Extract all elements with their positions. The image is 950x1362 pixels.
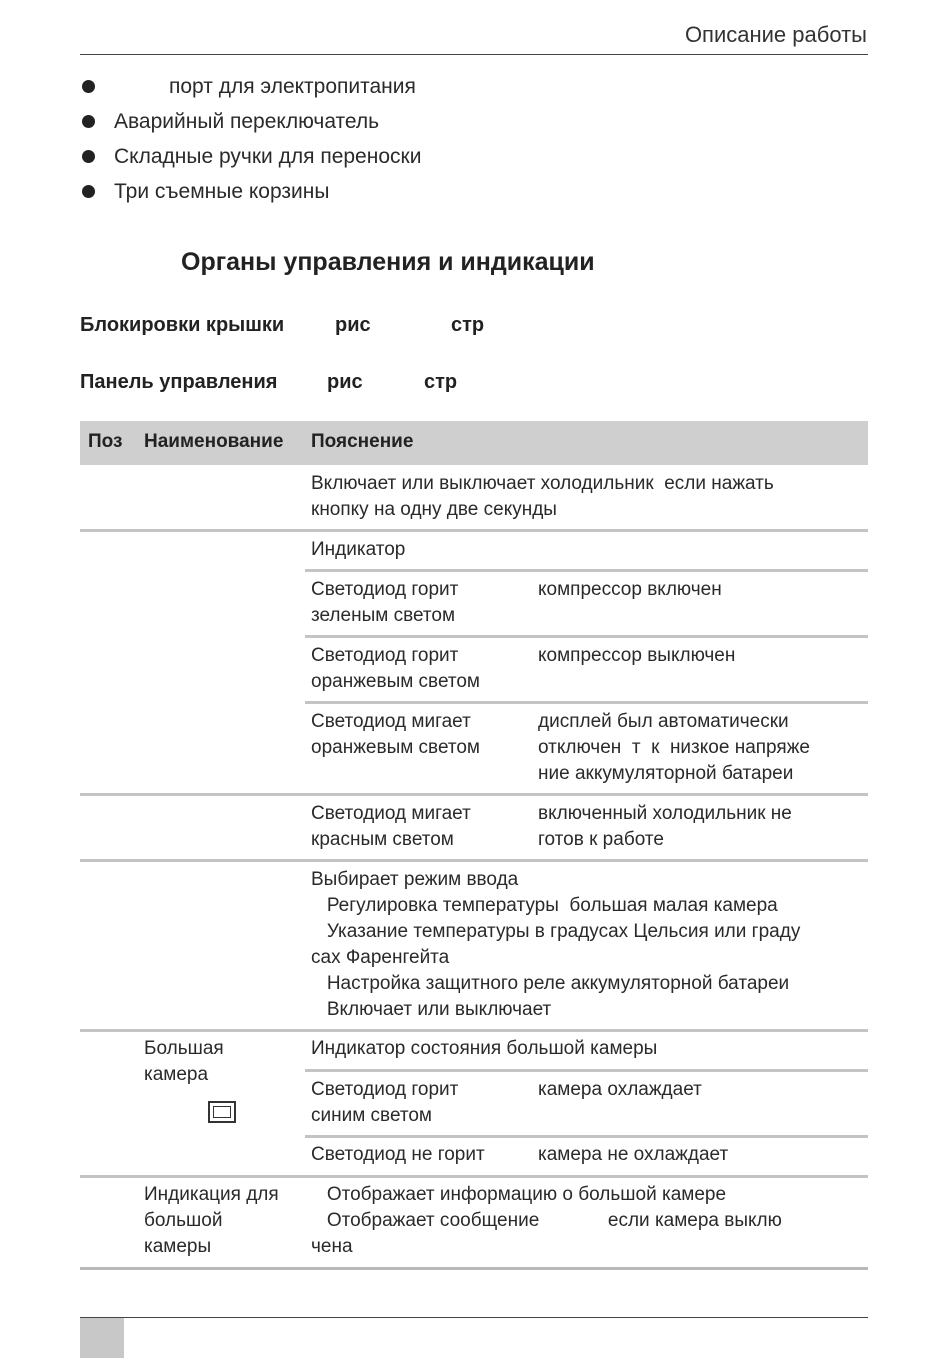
led-state: Светодиод горит зеленым светом (311, 579, 459, 626)
led-meaning: камера охлаждает (538, 1079, 702, 1100)
row-divider (305, 569, 868, 572)
table-cell-desc: Выбирает режим ввода Регулировка температуры большая малая камера Указание температуры в градусах Цельсия или граду сах Фаренгейта Настройка защитного реле аккумуляторной батареи Включает или выключает (311, 869, 801, 1020)
bullet-icon (82, 80, 95, 93)
bullet-icon (82, 115, 95, 128)
lock-heading-label: Блокировки крышки (80, 314, 285, 336)
large-compartment-icon (208, 1101, 236, 1123)
table-cell-name: Большая камера (144, 1038, 224, 1085)
row-divider (80, 529, 868, 532)
led-state: Светодиод мигает красным светом (311, 803, 471, 850)
panel-page-ref: стр (424, 371, 458, 393)
table-cell-desc: Индикатор (311, 539, 406, 560)
header-title: Описание работы (684, 22, 867, 47)
page-number-box (80, 1318, 124, 1358)
table-cell-desc: Включает или выключает холодильник если нажать кнопку на одну две секунды (311, 473, 774, 520)
led-meaning: камера не охлаждает (538, 1144, 729, 1165)
list-item-text: порт для электропитания (169, 75, 416, 98)
bullet-icon (82, 185, 95, 198)
list-item-text: Складные ручки для переноски (114, 145, 422, 168)
led-meaning: включенный холодильник не готов к работе (538, 803, 792, 850)
table-cell-desc: Индикатор состояния большой камеры (311, 1038, 658, 1059)
row-divider (80, 859, 868, 862)
row-divider (80, 1029, 868, 1032)
lock-figure-ref: рис (335, 314, 371, 336)
section-title: Органы управления и индикации (181, 248, 595, 276)
column-header-pos: Поз (88, 431, 123, 452)
table-cell-name: Индикация для большой камеры (144, 1184, 279, 1257)
led-state: Светодиод горит оранжевым светом (311, 645, 480, 692)
row-divider (305, 701, 868, 704)
row-divider (305, 1135, 868, 1138)
led-meaning: компрессор включен (538, 579, 722, 600)
table-cell-desc: Отображает информацию о большой камере Отображает сообщение если камера выклю чена (311, 1184, 782, 1257)
column-header-name: Наименование (144, 431, 284, 452)
lock-page-ref: стр (451, 314, 485, 336)
table-bottom-border (80, 1267, 868, 1270)
led-meaning: компрессор выключен (538, 645, 736, 666)
row-divider (80, 1175, 868, 1178)
row-divider (305, 1069, 868, 1072)
list-item-text: Три съемные корзины (114, 180, 330, 203)
table-header-row (80, 421, 868, 465)
led-state: Светодиод горит синим светом (311, 1079, 459, 1126)
row-divider (305, 635, 868, 638)
panel-heading-label: Панель управления (80, 371, 278, 393)
row-divider (80, 793, 868, 796)
column-header-desc: Пояснение (311, 431, 414, 452)
footer-divider (80, 1317, 868, 1318)
led-meaning: дисплей был автоматически отключен т к низкое напряже ние аккумуляторной батареи (538, 711, 810, 784)
header-divider (80, 54, 868, 55)
panel-figure-ref: рис (327, 371, 363, 393)
led-state: Светодиод не горит (311, 1144, 485, 1165)
bullet-icon (82, 150, 95, 163)
led-state: Светодиод мигает оранжевым светом (311, 711, 480, 758)
list-item-text: Аварийный переключатель (114, 110, 380, 133)
